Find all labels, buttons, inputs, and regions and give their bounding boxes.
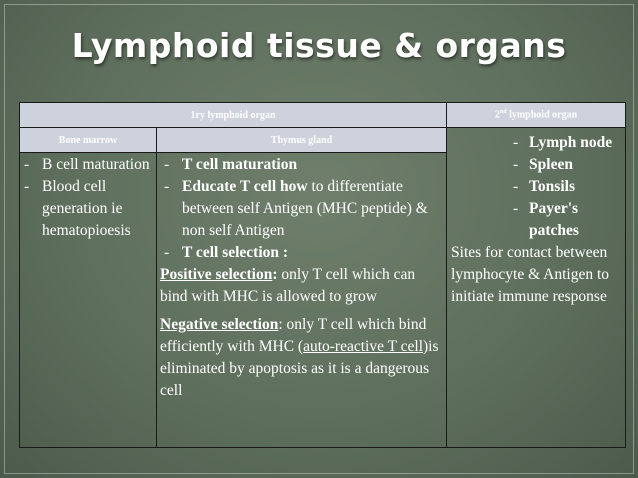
secondary-organ-header: 2nd lymphoid organ (447, 103, 626, 128)
secondary-note: Sites for contact between lymphocyte & Antigen to initiate immune response (451, 244, 610, 305)
primary-organ-header: 1ry lymphoid organ (20, 103, 447, 128)
negative-selection: Negative selection: only T cell which bind efficiently with MHC (auto-reactive T cell)is eliminated by apoptosis as it is a dangerous cell (160, 316, 439, 399)
list-item: - Lymph node (513, 132, 621, 154)
list-item: - Payer's patches (513, 198, 621, 242)
list-item: - T cell selection : (160, 242, 440, 264)
secondary-organs-cell (447, 128, 626, 448)
bone-marrow-list (20, 154, 156, 242)
subheader-row (20, 128, 626, 153)
lymphoid-table (19, 102, 626, 448)
header-row (20, 103, 626, 128)
list-item: - Spleen (513, 154, 621, 176)
list-item: - T cell maturation (160, 154, 440, 176)
list-item: - Blood cell generation ie hematopioesis (20, 176, 156, 242)
bone-marrow-header: Bone marrow (20, 128, 157, 153)
thymus-cell (157, 153, 447, 448)
secondary-organ-list (513, 132, 621, 242)
list-item: - Tonsils (513, 176, 621, 198)
slide-title: Lymphoid tissue & organs (71, 26, 567, 65)
list-item: - B cell maturation (20, 154, 156, 176)
bone-marrow-cell (20, 153, 157, 448)
positive-selection: Positive selection: only T cell which can bind with MHC is allowed to grow (160, 266, 416, 305)
thymus-header: Thymus gland (157, 128, 447, 153)
thymus-list (160, 154, 440, 264)
list-item: - Educate T cell how to differentiate between self Antigen (MHC peptide) & non self Antigen (160, 176, 440, 242)
